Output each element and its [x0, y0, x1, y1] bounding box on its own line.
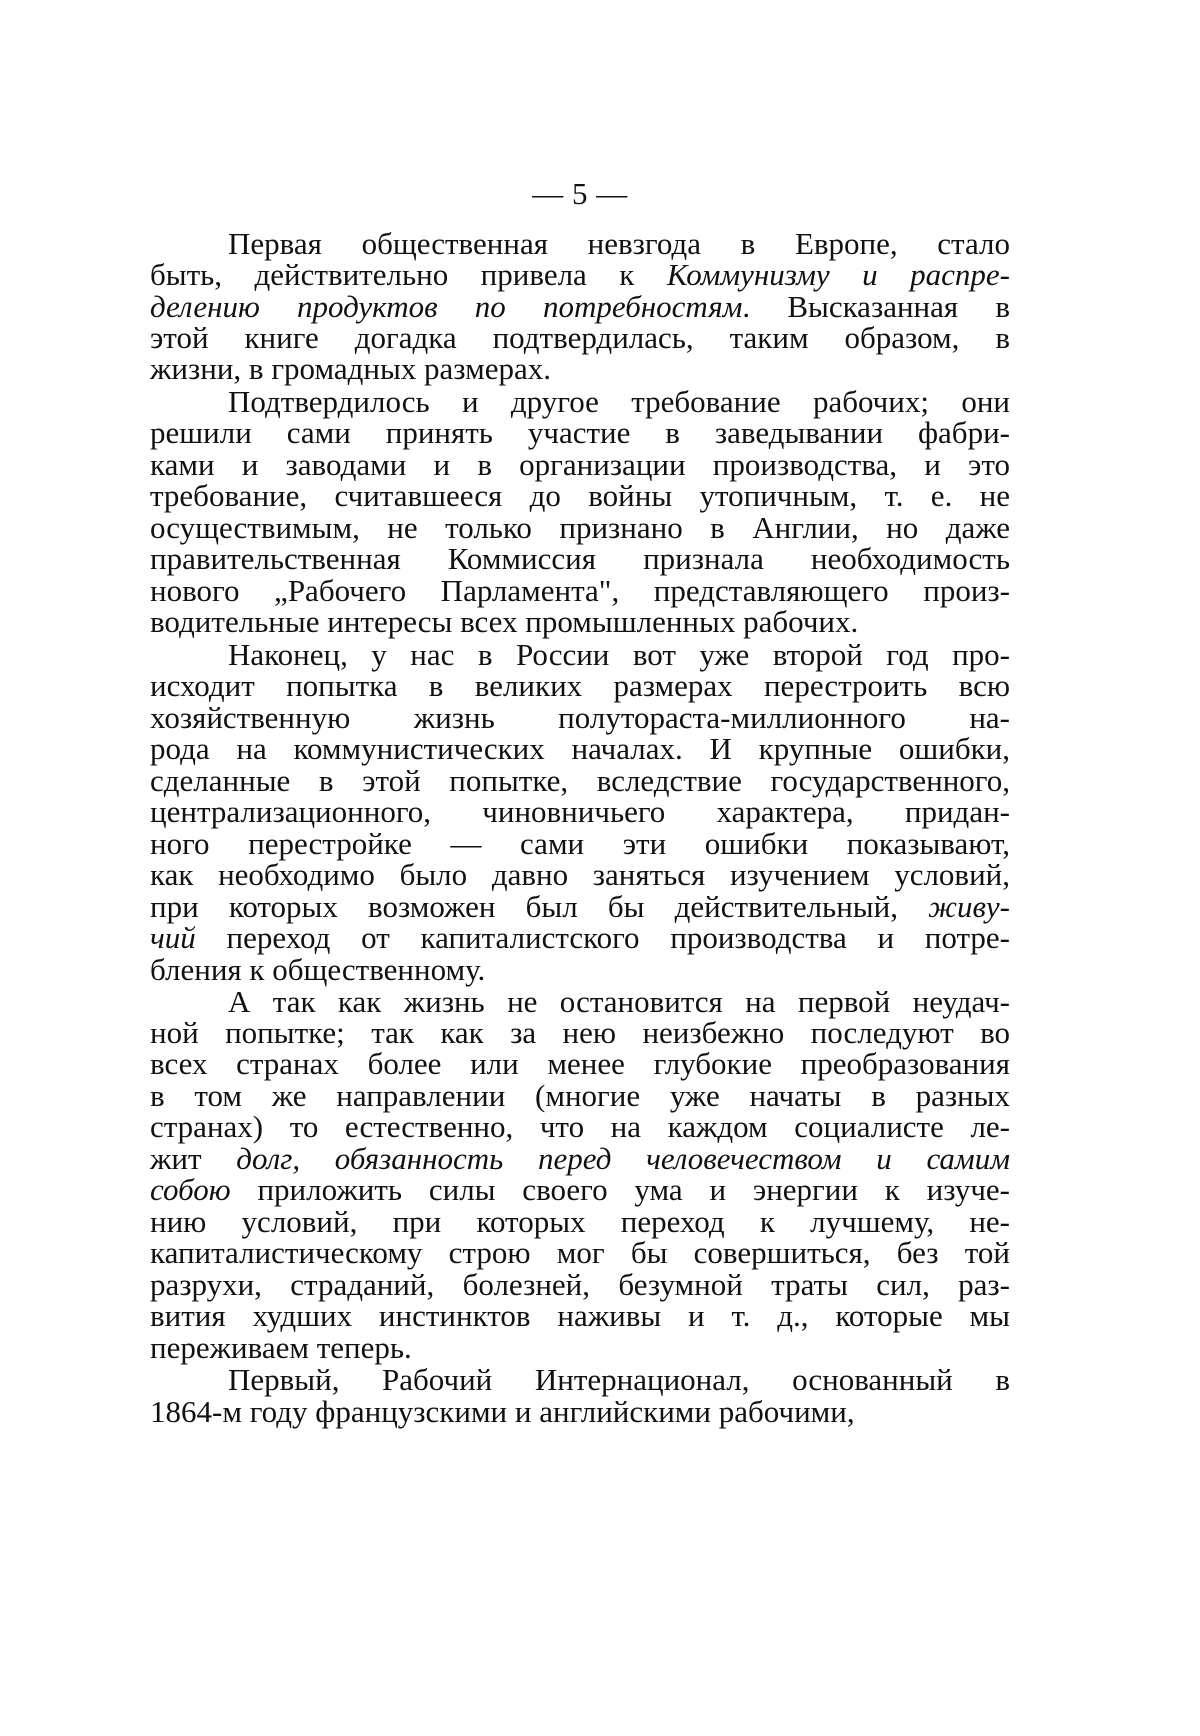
text-segment: жизни, в громадных размерах. [150, 351, 552, 386]
text-segment: ного перестройке — сами эти ошибки показывают, [150, 826, 1010, 861]
text-segment: ками и заводами и в организации производства, и это [150, 447, 1010, 482]
text-line [150, 352, 1010, 386]
text-segment: бления к общественному. [150, 952, 486, 987]
text-segment: Подтвердилось и другое требование рабочих; они [228, 384, 1010, 419]
text-line [150, 542, 1010, 576]
text-segment: Наконец, у нас в России вот уже второй год про- [228, 637, 1010, 672]
text-segment: правительственная Коммиссия признала необходимость [150, 541, 1010, 576]
text-segment: А так как жизнь не остановится на первой неудач- [228, 984, 1010, 1019]
text-line [150, 258, 1010, 292]
text-line [150, 511, 1010, 545]
text-segment: ной попытке; так как за нею неизбежно последуют во [150, 1015, 1010, 1050]
text-line [150, 1079, 1010, 1113]
text-segment: при которых возможен был бы действительный, [150, 889, 929, 924]
text-segment: вития худших инстинктов наживы и т. д., которые мы [150, 1298, 1010, 1333]
text-segment: жит [150, 1141, 237, 1176]
text-line [150, 1331, 1010, 1365]
text-line [150, 1395, 1010, 1429]
text-segment: Первый, Рабочий Интернационал, основанный в [228, 1362, 1010, 1397]
italic-text-segment: чий [150, 920, 196, 955]
text-line [150, 921, 1010, 955]
text-line [150, 448, 1010, 482]
text-segment: водительные интересы всех промышленных рабочих. [150, 604, 859, 639]
text-line [150, 669, 1010, 703]
text-line [150, 416, 1010, 450]
text-line [150, 795, 1010, 829]
text-segment: нию условий, при которых переход к лучшему, не- [150, 1204, 1010, 1239]
text-segment: как необходимо было давно заняться изучением условий, [150, 857, 1010, 892]
text-line [228, 638, 1010, 672]
text-segment: этой книге догадка подтвердилась, таким образом, в [150, 320, 1010, 355]
text-line [150, 574, 1010, 608]
text-segment: исходит попытка в великих размерах перестроить всю [150, 668, 1010, 703]
text-segment: . Высказанная в [742, 289, 1010, 324]
text-line [150, 1110, 1010, 1144]
text-line [150, 290, 1010, 324]
text-line [150, 479, 1010, 513]
text-line [150, 1142, 1010, 1176]
text-line [150, 1016, 1010, 1050]
text-segment: рода на коммунистических началах. И крупные ошибки, [150, 731, 1010, 766]
text-segment: требование, считавшееся до войны утопичным, т. е. не [150, 478, 1010, 513]
text-line [150, 732, 1010, 766]
italic-text-segment: собою [150, 1172, 231, 1207]
text-line [150, 1299, 1010, 1333]
text-segment: разрухи, страданий, болезней, безумной траты сил, раз- [150, 1267, 1010, 1302]
text-line [150, 701, 1010, 735]
text-line [228, 985, 1010, 1019]
italic-text-segment: делению продуктов по потребностям [150, 289, 743, 324]
text-line [150, 1173, 1010, 1207]
text-line [150, 858, 1010, 892]
text-line [150, 605, 1010, 639]
text-segment: переход от капиталистского производства и потре- [195, 920, 1010, 955]
text-line [150, 953, 1010, 987]
text-segment: осуществимым, не только признано в Англии, но даже [150, 510, 1010, 545]
italic-text-segment: долг, обязанность перед человечеством и самим [236, 1141, 1010, 1176]
text-line [150, 321, 1010, 355]
text-segment: переживаем теперь. [150, 1330, 412, 1365]
text-segment: хозяйственную жизнь полутораста-миллионного на- [150, 700, 1010, 735]
text-segment: странах) то естественно, что на каждом социалисте ле- [150, 1109, 1010, 1144]
italic-text-segment: живу- [928, 889, 1010, 924]
text-line [228, 1363, 1010, 1397]
text-segment: нового „Рабочего Парламента", представляющего произ- [150, 573, 1010, 608]
text-segment: быть, действительно привела к [150, 257, 667, 292]
text-line [150, 764, 1010, 798]
text-segment: сделанные в этой попытке, вследствие государственного, [150, 763, 1010, 798]
text-line [150, 1047, 1010, 1081]
text-segment: 1864-м году французскими и английскими рабочими, [150, 1394, 855, 1429]
text-segment: приложить силы своего ума и энергии к изуче- [230, 1172, 1010, 1207]
text-line [150, 1236, 1010, 1270]
text-segment: Первая общественная невзгода в Европе, стало [228, 226, 1010, 261]
italic-text-segment: Коммунизму и распре- [666, 257, 1010, 292]
text-line [150, 1205, 1010, 1239]
text-segment: капиталистическому строю мог бы совершиться, без той [150, 1235, 1010, 1270]
text-segment: решили сами принять участие в заведывании фабри- [150, 415, 1010, 450]
text-line [150, 890, 1010, 924]
text-line [228, 227, 1010, 261]
page-number: — 5 — [532, 176, 628, 211]
text-line [150, 827, 1010, 861]
text-segment: в том же направлении (многие уже начаты в разных [150, 1078, 1010, 1113]
text-line [228, 385, 1010, 419]
text-line [150, 1268, 1010, 1302]
text-segment: централизационного, чиновничьего характера, придан- [150, 794, 1010, 829]
document-page [150, 0, 1010, 1736]
text-segment: всех странах более или менее глубокие преобразования [150, 1046, 1010, 1081]
